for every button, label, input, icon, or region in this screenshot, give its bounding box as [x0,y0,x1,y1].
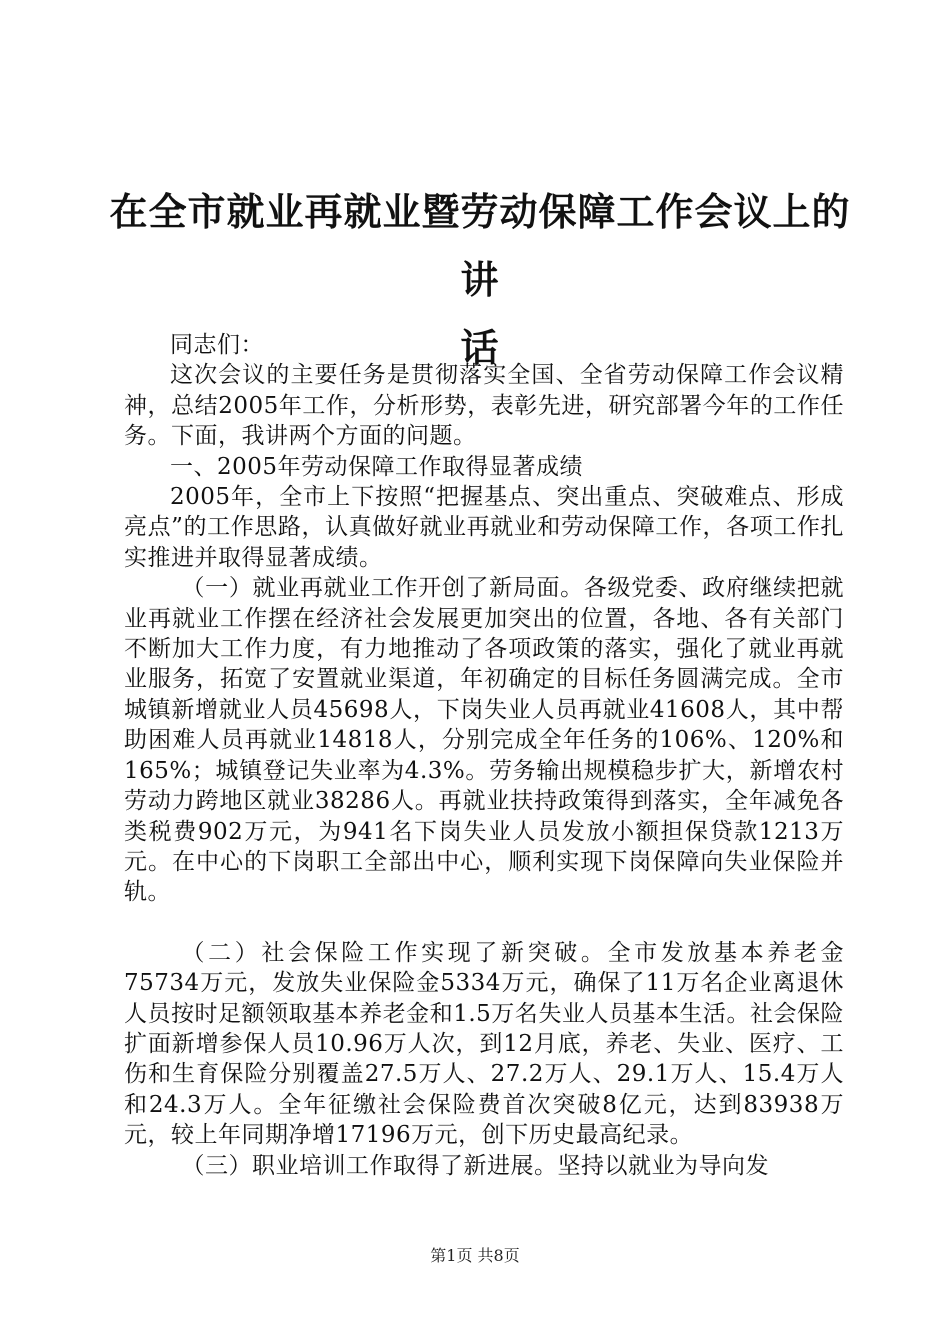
title-line-2: 话 [460,325,500,370]
salutation-paragraph: 同志们： [170,332,264,358]
summary-paragraph: 2005年，全市上下按照“把握基点、突出重点、突破难点、形成亮点”的工作思路，认真做好就业再就业和劳动保障工作，各项工作扎实推进并取得显著成绩。 [124,484,844,571]
social-insurance-paragraph: （二）社会保险工作实现了新突破。全市发放基本养老金75734万元，发放失业保险金5334万元，确保了11万名企业离退休人员按时足额领取基本养老金和1.5万名失业人员基本生活。社会保险扩面新增参保人员10.96万人次，到12月底，养老、失业、医疗、工伤和生育保险分别覆盖27.5万人、27.2万人、29.1万人、15.4万人和24.3万人。全年征缴社会保险费首次突破8亿元，达到83938万元，较上年同期净增17196万元，创下历史最高纪录。 [124,939,844,1149]
employment-paragraph: （一）就业再就业工作开创了新局面。各级党委、政府继续把就业再就业工作摆在经济社会发展更加突出的位置，各地、各有关部门不断加大工作力度，有力地推动了各项政策的落实，强化了就业再就业服务，拓宽了安置就业渠道，年初确定的目标任务圆满完成。全市城镇新增就业人员45698人，下岗失业人员再就业41608人，其中帮助困难人员再就业14818人，分别完成全年任务的106%、120%和165%；城镇登记失业率为4.3%。劳务输出规模稳步扩大，新增农村劳动力跨地区就业38286人。再就业扶持政策得到落实，全年减免各类税费902万元，为941名下岗失业人员发放小额担保贷款1213万元。在中心的下岗职工全部出中心，顺利实现下岗保障向失业保险并轨。 [124,575,844,906]
title-line-1: 在全市就业再就业暨劳动保障工作会议上的讲 [109,189,851,302]
training-paragraph: （三）职业培训工作取得了新进展。坚持以就业为导向发 [181,1152,769,1179]
section-heading-1: 一、2005年劳动保障工作取得显著成绩 [170,453,584,480]
intro-paragraph: 这次会议的主要任务是贯彻落实全国、全省劳动保障工作会议精神，总结2005年工作，分析形势，表彰先进，研究部署今年的工作任务。下面，我讲两个方面的问题。 [124,362,844,450]
page-footer [0,1243,950,1266]
document-body [124,330,844,1181]
page-number-label: 第1页 共8页 [430,1246,520,1265]
